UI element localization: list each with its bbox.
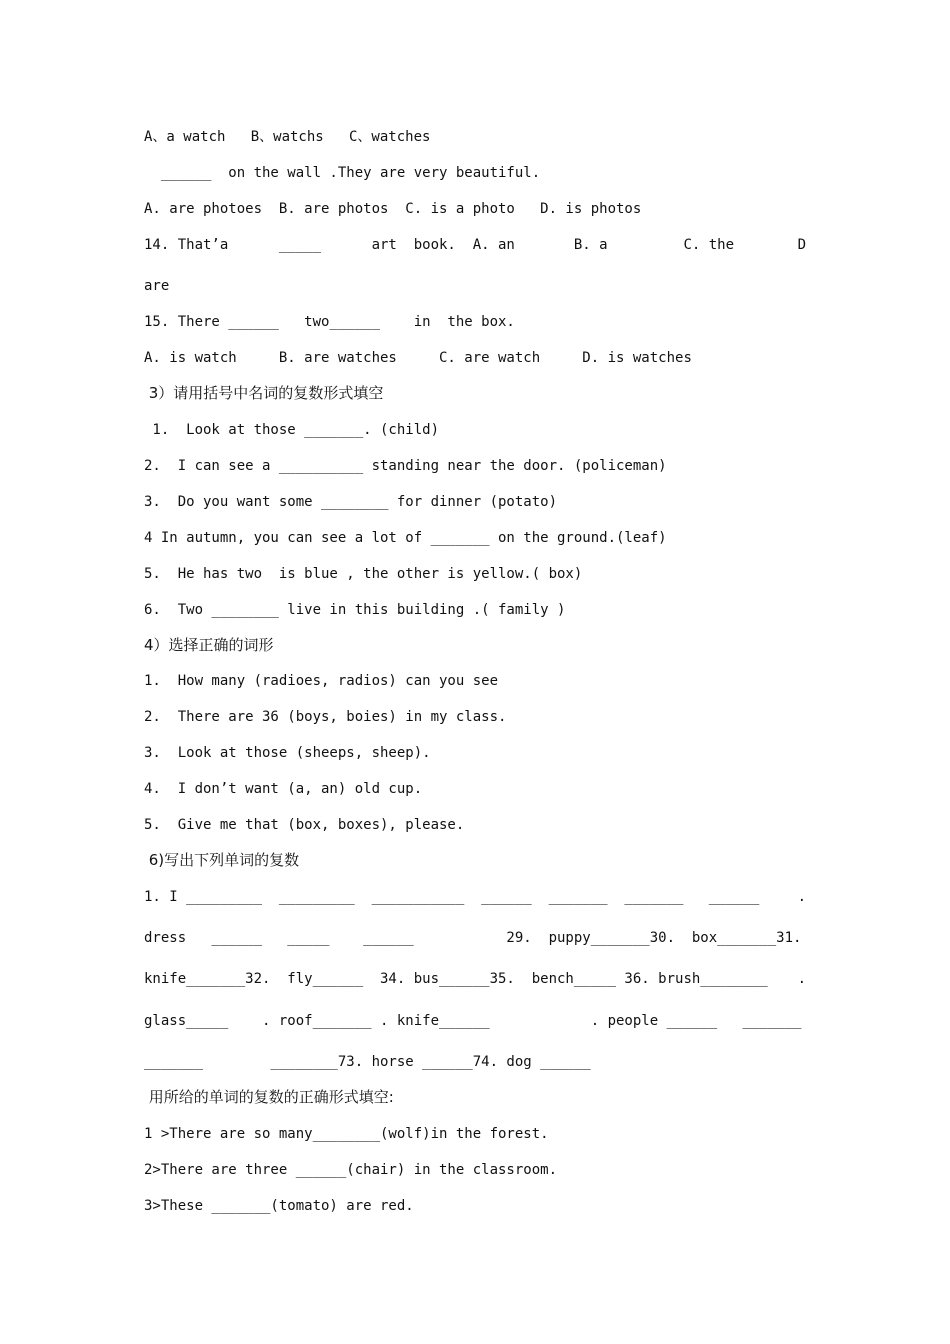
section-4-item-3: 3. Look at those (sheeps, sheep). [144, 745, 431, 761]
section-6-heading: 6)写出下列单词的复数 [144, 851, 300, 869]
section-3-item-2: 2. I can see a __________ standing near the door. (policeman) [144, 458, 667, 474]
section-3-item-5: 5. He has two is blue , the other is yellow.( box) [144, 566, 583, 582]
q14-pre-sentence: ______ on the wall .They are very beautiful. [144, 165, 541, 181]
section-4-item-5: 5. Give me that (box, boxes), please. [144, 817, 465, 833]
section-3-heading: 3）请用括号中名词的复数形式填空 [144, 384, 384, 402]
plural-fill-heading: 用所给的单词的复数的正确形式填空: [144, 1088, 394, 1106]
section-4-heading: 4）选择正确的词形 [144, 636, 274, 654]
plural-fill-item-2: 2>There are three ______(chair) in the classroom. [144, 1162, 558, 1178]
section-3-item-6: 6. Two ________ live in this building .( family ) [144, 602, 566, 618]
plural-fill-item-1: 1 >There are so many________(wolf)in the forest. [144, 1126, 549, 1142]
section-4-item-2: 2. There are 36 (boys, boies) in my class. [144, 709, 507, 725]
section-4-item-4: 4. I don’t want (a, an) old cup. [144, 781, 423, 797]
q14-option-d-text: are [144, 278, 170, 294]
q13-options: A、a watch B、watchs C、watches [144, 129, 431, 145]
section-6-row-3: knife_______32. fly______ 34. bus______35. bench_____ 36. brush________ [144, 971, 768, 987]
section-3-item-4: 4 In autumn, you can see a lot of _______ on the ground.(leaf) [144, 530, 667, 546]
section-6-row-3-dot: . [797, 971, 806, 987]
plural-fill-item-3: 3>These _______(tomato) are red. [144, 1198, 414, 1214]
section-3-item-3: 3. Do you want some ________ for dinner (potato) [144, 494, 558, 510]
section-6-row-2: dress ______ _____ ______ 29. puppy_______30. box_______31. [144, 930, 802, 946]
q15-options: A. is watch B. are watches C. are watch D. is watches [144, 350, 692, 366]
q14-sentence: 14. That’a _____ art book. A. an B. a C. the [144, 237, 735, 253]
section-6-row-4: glass_____ . roof_______ . knife______ . people ______ _______ [144, 1013, 802, 1029]
q14-option-d: D [797, 237, 806, 253]
section-6-row-5: _______ ________73. horse ______74. dog ______ [144, 1054, 591, 1070]
q14-pre-options: A. are photoes B. are photos C. is a photo D. is photos [144, 201, 642, 217]
section-3-item-1: 1. Look at those _______. (child) [144, 422, 440, 438]
section-6-row-1-dot: . [797, 889, 806, 905]
q15-sentence: 15. There ______ two______ in the box. [144, 314, 515, 330]
section-4-item-1: 1. How many (radioes, radios) can you see [144, 673, 499, 689]
section-6-row-1: 1. I _________ _________ ___________ ______ _______ _______ ______ [144, 889, 760, 905]
